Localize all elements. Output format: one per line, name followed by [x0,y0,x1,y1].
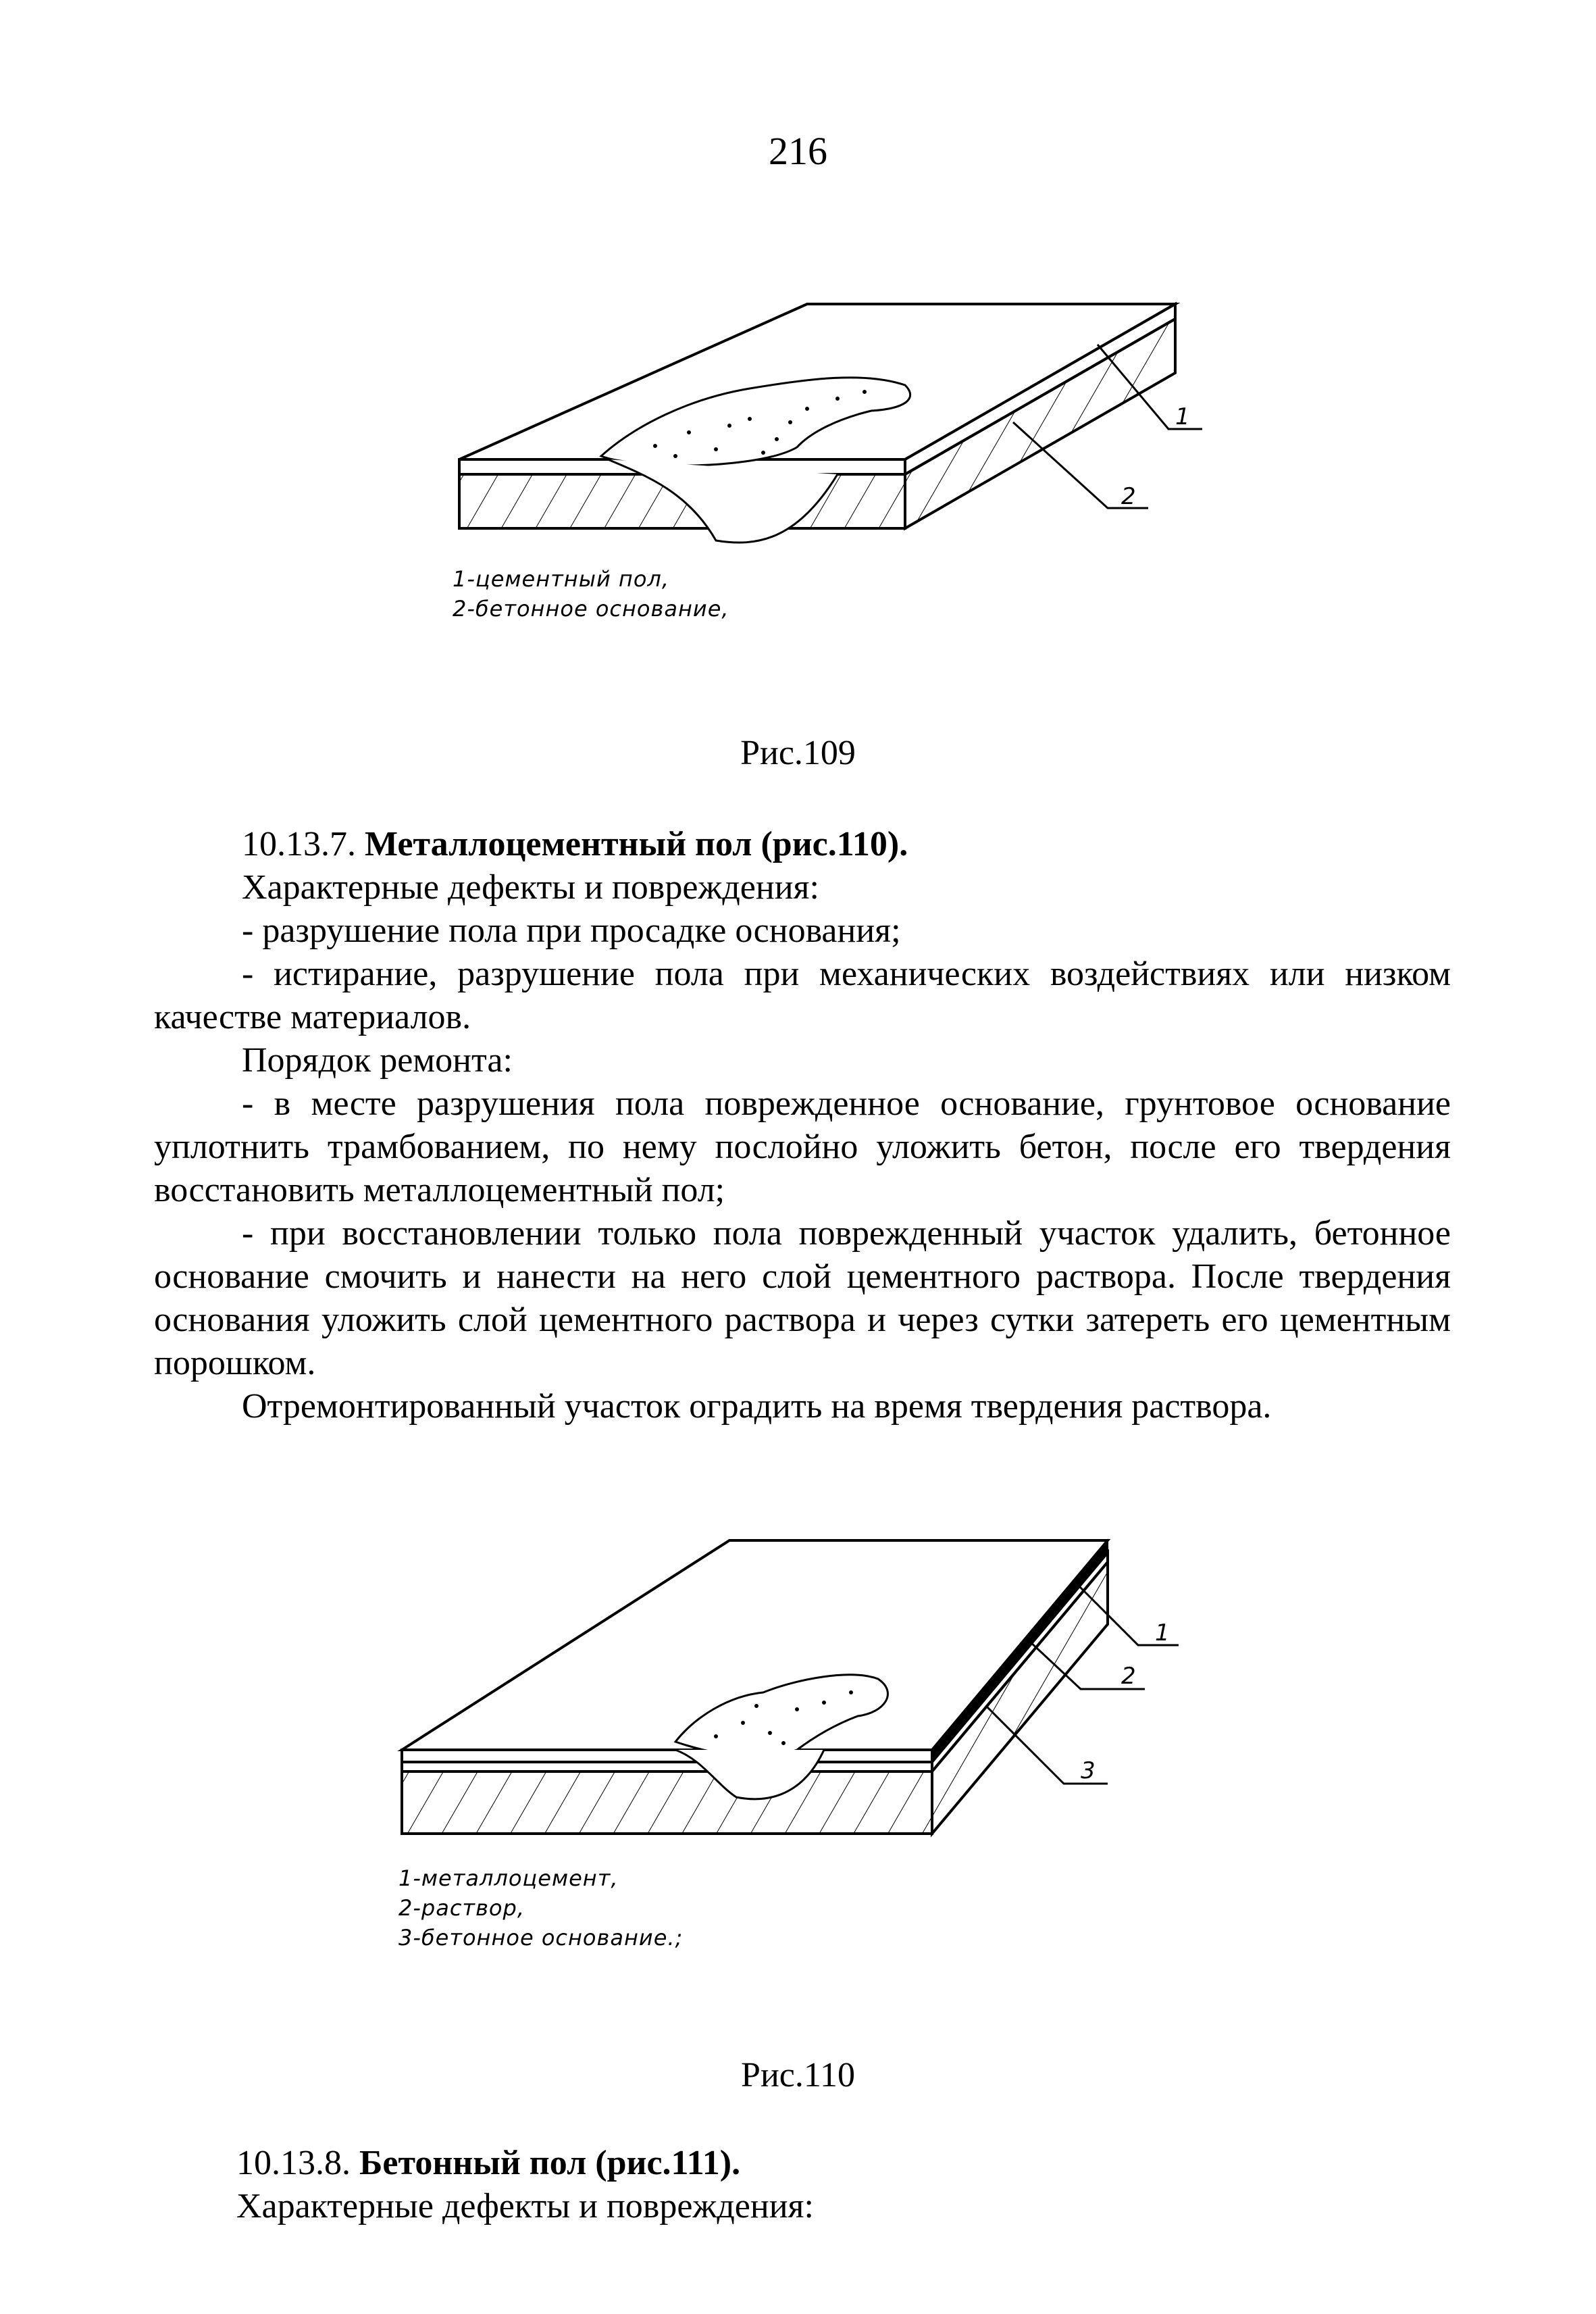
figure-109-drawing [432,291,1216,588]
figure-109-legend-item-1: 1-цементный пол, [453,566,670,592]
section-heading [236,2142,1452,2185]
page-number: 216 [769,129,827,173]
defect-item-1: - разрушение пола при просадке основания; [242,911,901,950]
section-10-13-8 [236,2142,1452,2228]
section-title: Металлоцементный пол (рис.110). [365,825,908,863]
section-number: 10.13.8. [236,2144,351,2182]
figure-109-caption: Рис.109 [740,734,856,772]
repair-step-1: - в месте разрушения пола поврежденное основание, грунтовое основание уплотнить трамбованием, по нему послойно уложить бетон, после его твердения восстановить металлоцементный пол; [154,1084,1451,1209]
repair-step-2: - при восстановлении только пола поврежденный участок удалить, бетонное основание смочить и нанести на него слой цементного раствора. После твердения основания уложить слой цементного раствора и через сутки затереть его цементным порошком. [154,1214,1451,1382]
section-heading [154,823,1451,866]
section-title: Бетонный пол (рис.111). [359,2144,741,2182]
defect-item-2: - истирание, разрушение пола при механических воздействиях или низком качестве материалов. [154,955,1451,1036]
figure-110-legend-item-1: 1-металлоцемент, [398,1865,619,1891]
figure-110-legend [398,1863,683,1953]
figure-109-callout-1: 1 [1175,403,1190,430]
figure-109-callout-2: 2 [1121,483,1136,510]
closing-note: Отремонтированный участок оградить на время твердения раствора. [242,1387,1272,1426]
section-10-13-7 [154,823,1451,1428]
figure-110-callout-2: 2 [1121,1663,1136,1690]
figure-110-drawing [378,1527,1189,1851]
defects-heading: Характерные дефекты и повреждения: [242,868,819,907]
figure-109-legend-item-2: 2-бетонное основание, [453,596,729,622]
figure-110-callout-3: 3 [1081,1757,1096,1784]
defects-heading: Характерные дефекты и повреждения: [236,2187,814,2225]
repair-heading: Порядок ремонта: [242,1041,513,1080]
figure-109-legend [453,564,729,624]
figure-110-callout-1: 1 [1155,1619,1170,1646]
section-number: 10.13.7. [242,825,356,863]
figure-110-legend-item-3: 3-бетонное основание.; [398,1925,684,1951]
figure-110-caption: Рис.110 [741,2056,855,2094]
figure-110-legend-item-2: 2-раствор, [398,1895,525,1921]
